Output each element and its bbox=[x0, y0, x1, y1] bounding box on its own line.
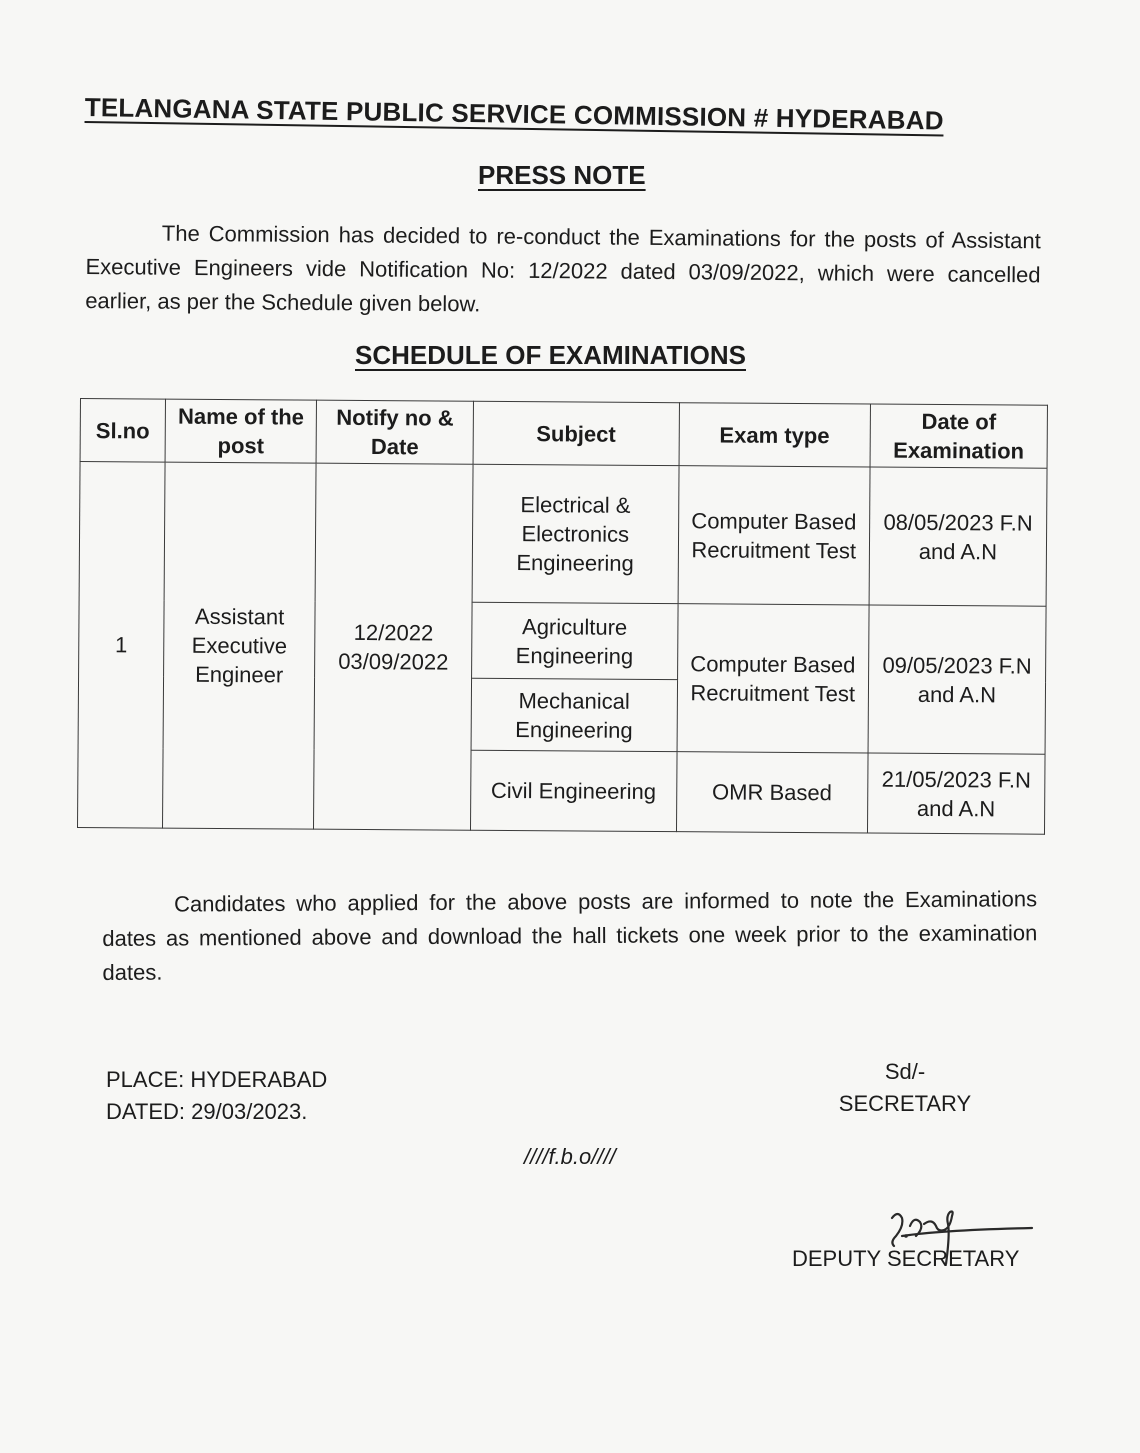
signature-icon bbox=[862, 1196, 1042, 1286]
header-subject: Subject bbox=[473, 401, 679, 465]
cell-exam-date: 08/05/2023 F.N and A.N bbox=[869, 467, 1047, 606]
header-exam-date: Date of Examination bbox=[870, 404, 1048, 468]
press-note-heading: PRESS NOTE bbox=[478, 160, 646, 190]
cell-post: Assistant Executive Engineer bbox=[162, 462, 316, 829]
schedule-heading: SCHEDULE OF EXAMINATIONS bbox=[355, 340, 746, 370]
cell-sl-no: 1 bbox=[78, 462, 165, 829]
table-row bbox=[79, 462, 1047, 607]
fbo-mark: ////f.b.o//// bbox=[524, 1144, 616, 1169]
header-exam-type: Exam type bbox=[679, 403, 871, 467]
deputy-secretary-label: DEPUTY SECRETARY bbox=[792, 1246, 1020, 1271]
cell-exam-date: 09/05/2023 F.N and A.N bbox=[868, 605, 1046, 754]
closing-paragraph bbox=[102, 882, 1038, 990]
cell-subject: Mechanical Engineering bbox=[471, 678, 677, 751]
header-sl-no: Sl.no bbox=[80, 399, 165, 463]
intro-paragraph bbox=[85, 216, 1041, 326]
cell-notify: 12/2022 03/09/2022 bbox=[314, 463, 473, 830]
cell-subject: Civil Engineering bbox=[470, 750, 676, 831]
dated-line: DATED: 29/03/2023. bbox=[106, 1099, 308, 1124]
intro-text: The Commission has decided to re-conduct the Examinations for the posts of Assistant Executive Engineers vide Notification No: 12/2022 dated 03/09/2022, which were cancelled earlier, as per the Schedule given below. bbox=[85, 220, 1041, 317]
sd-line: Sd/- bbox=[884, 1059, 926, 1084]
cell-exam-date: 21/05/2023 F.N and A.N bbox=[867, 753, 1045, 834]
header-notify: Notify no & Date bbox=[316, 400, 473, 464]
cell-subject: Electrical & Electronics Engineering bbox=[472, 464, 679, 603]
place-date-block bbox=[106, 1064, 327, 1128]
header-post: Name of the post bbox=[165, 399, 317, 463]
commission-title: TELANGANA STATE PUBLIC SERVICE COMMISSION # HYDERABAD bbox=[84, 92, 944, 136]
cell-exam-type: Computer Based Recruitment Test bbox=[677, 604, 869, 753]
schedule-table bbox=[77, 398, 1048, 835]
cell-exam-type: OMR Based bbox=[676, 752, 868, 833]
table-header-row bbox=[80, 399, 1047, 469]
cell-subject: Agriculture Engineering bbox=[471, 602, 677, 679]
secretary-block bbox=[820, 1056, 990, 1120]
cell-exam-type: Computer Based Recruitment Test bbox=[678, 466, 870, 605]
secretary-line: SECRETARY bbox=[838, 1091, 972, 1116]
closing-text: Candidates who applied for the above posts are informed to note the Examinations dates as mentioned above and download the hall tickets one week prior to the examination dates. bbox=[102, 886, 1038, 985]
place-line: PLACE: HYDERABAD bbox=[106, 1067, 328, 1092]
